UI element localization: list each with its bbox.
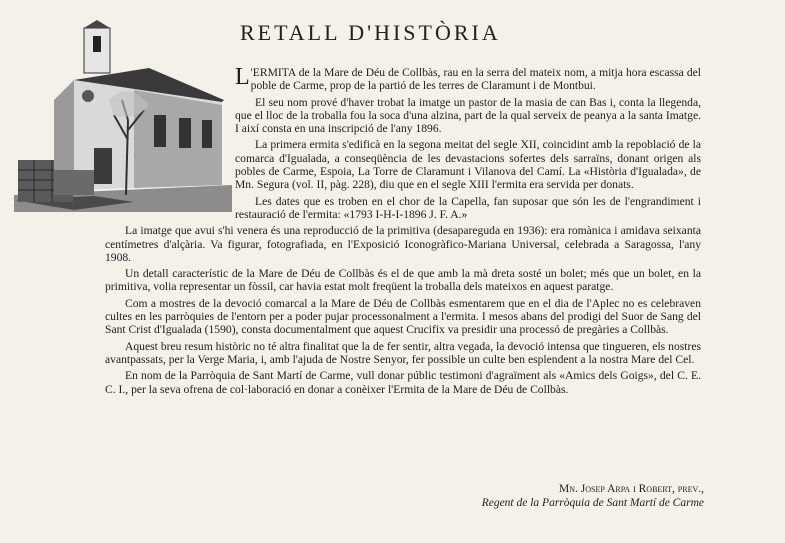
paragraph-7: Com a mostres de la devoció comarcal a la Mare de Déu de Collbàs esmentarem que en el dia de l'Aplec no es celebraven cultes en les parròquies de l'entorn per a poder pujar processonalment a l'ermita. I mesos abans del prodigi del Suor de Sang del Sant Crist d'Igualada (1590), consta documentalment que aquest Crucifix va presidir una processó de pregàries a Collbàs. xyxy=(105,296,701,337)
signature-block xyxy=(444,482,704,510)
drop-cap: L xyxy=(235,64,250,90)
signature-name: Mn. Josep Arpa i Robert, prev., xyxy=(559,483,704,495)
paragraph-2: El seu nom prové d'haver trobat la imatge un pastor de la masia de can Bas i, conta la llegenda, que el lloc de la troballa fou la soca d'una alzina, part de la qual serveix de peanya a la santa Imatge. I així consta en una inscripció de l'any 1896. xyxy=(235,95,701,136)
paragraph-1: L 'ERMITA de la Mare de Déu de Collbàs, rau en la serra del mateix nom, a mitja hora escassa del poble de Carme, prop de la partió de les terres de Claramunt i de Montbui. xyxy=(235,64,701,93)
article-body xyxy=(105,66,701,399)
paragraph-3: La primera ermita s'edificà en la segona meitat del segle XII, coincidint amb la repoblació de la comarca d'Igualada, a conseqüència de les devastacions sofertes dels sarraïns, donant origen als pobles de Carme, Espoia, La Torre de Claramunt i Vilanova del Camí. La «Història d'Igualada», de Mn. Segura (vol. II, pàg. 228), diu que en el segle XIII l'ermita era servida per donats. xyxy=(235,138,701,192)
page-title: RETALL D'HISTÒRIA xyxy=(240,20,501,45)
signature-role: Regent de la Parròquia de Sant Martí de Carme xyxy=(481,497,704,509)
paragraph-5: La imatge que avui s'hi venera és una reproducció de la primitiva (desapareguda en 1936): era romànica i amidava seixanta centímetres d'alçària. Va figurar, fotografiada, en l'Exposició Iconogràfico-Mariana Universal, celebrada a Saragossa, l'any 1908. xyxy=(105,224,701,264)
paragraph-4: Les dates que es troben en el chor de la Capella, fan suposar que són les de l'engrandiment i restauració de l'ermita: «1793 I-H-I-1896 J. F. A.» xyxy=(235,194,701,221)
paragraph-8: Aquest breu resum històric no té altra finalitat que la de fer sentir, altra vegada, la devoció intensa que tingueren, els nostres avantpassats, per la Verge Maria, i, amb l'ajuda de Nostre Senyor, fer possible un culte ben esplendent a la nostra Mare del Cel. xyxy=(105,339,701,366)
paragraph-9: En nom de la Parròquia de Sant Martí de Carme, vull donar públic testimoni d'agraïment als «Amics dels Goigs», del C. E. C. I., per la seva ofrena de col·laboració en donar a conèixer l'Ermita de la Mare de Déu de Collbàs. xyxy=(105,369,701,396)
illustration-spacer xyxy=(105,66,235,208)
paragraph-6: Un detall característic de la Mare de Déu de Collbàs és el de que amb la mà dreta sosté un bolet; més que un bolet, en la primitiva, volia representar un fòssil, car havia estat molt freqüent la troballa dels mateixos en aquest paratge. xyxy=(105,267,701,294)
